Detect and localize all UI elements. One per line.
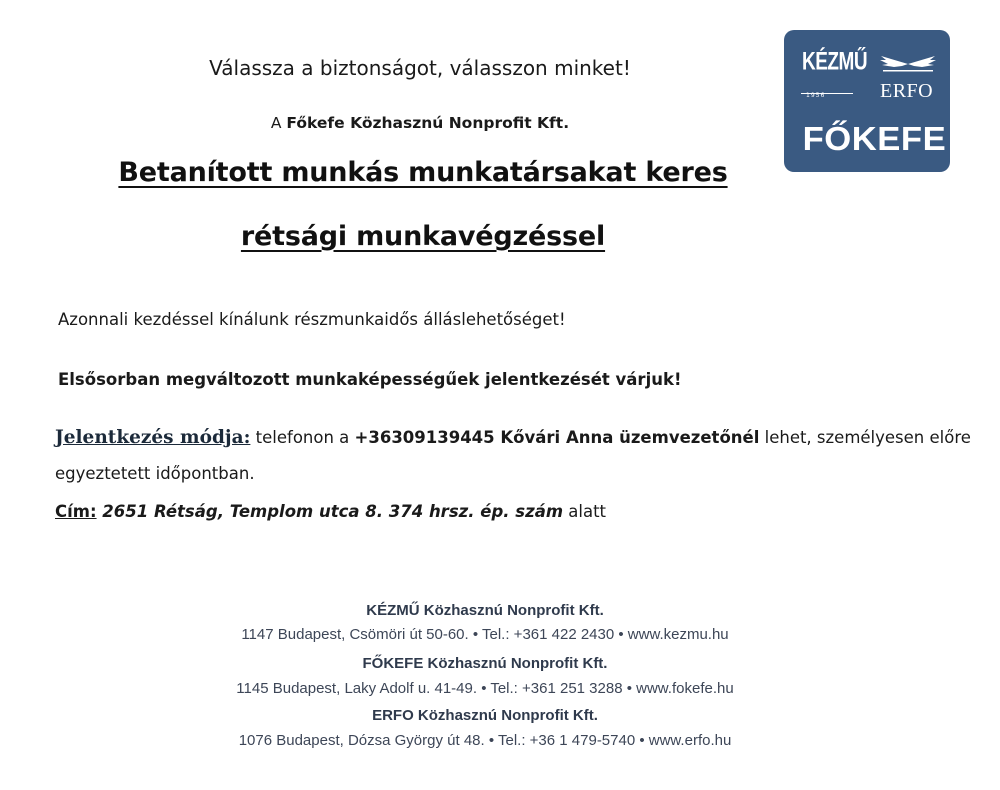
address-value: 2651 Rétság, Templom utca 8. 374 hrsz. ép. szám: [96, 502, 564, 521]
company-name: Főkefe Közhasznú Nonprofit Kft.: [286, 114, 570, 132]
logo-erfo-text: ERFO: [880, 80, 934, 102]
offer-text: Azonnali kezdéssel kínálunk részmunkaidős álláslehetőséget!: [58, 310, 566, 329]
tagline: Válassza a biztonságot, válasszon minket!: [209, 56, 631, 80]
address-label: Cím:: [55, 502, 97, 521]
company-line: [0, 114, 840, 132]
footer-fokefe-name: FŐKEFE Közhasznú Nonprofit Kft.: [362, 655, 608, 672]
apply-text-1: telefonon a: [250, 428, 355, 447]
apply-label: Jelentkezés módja:: [55, 427, 251, 448]
logo-kezmu-year: 1956: [806, 92, 826, 99]
apply-text-2: lehet, személyesen előre egyeztetett időpontban.: [55, 428, 971, 483]
address-line: [55, 502, 606, 521]
application-info: [55, 420, 975, 492]
footer-fokefe-address: 1145 Budapest, Laky Adolf u. 41-49. • Tel.: +361 251 3288 • www.fokefe.hu: [236, 680, 734, 697]
preference-text: Elsősorban megváltozott munkaképességűek jelentkezését várjuk!: [58, 370, 682, 389]
logo-fokefe-text: FŐKEFE: [802, 120, 947, 157]
company-logo: [784, 30, 950, 172]
logo-kezmu-text: KÉZMŰ: [802, 48, 868, 76]
footer-kezmu-address: 1147 Budapest, Csömöri út 50-60. • Tel.: +361 422 2430 • www.kezmu.hu: [241, 626, 729, 643]
headline-line-1: Betanított munkás munkatársakat keres: [118, 157, 728, 188]
headline-line-2: rétsági munkavégzéssel: [240, 221, 606, 252]
footer-kezmu-name: KÉZMŰ Közhasznú Nonprofit Kft.: [366, 602, 604, 619]
address-suffix: alatt: [563, 502, 607, 521]
apply-phone-contact: +36309139445 Kővári Anna üzemvezetőnél: [354, 428, 760, 447]
footer-erfo-name: ERFO Közhasznú Nonprofit Kft.: [372, 707, 598, 724]
company-prefix: A: [270, 114, 287, 132]
wings-icon: [878, 52, 938, 74]
footer-erfo-address: 1076 Budapest, Dózsa György út 48. • Tel.: +36 1 479-5740 • www.erfo.hu: [238, 732, 732, 749]
